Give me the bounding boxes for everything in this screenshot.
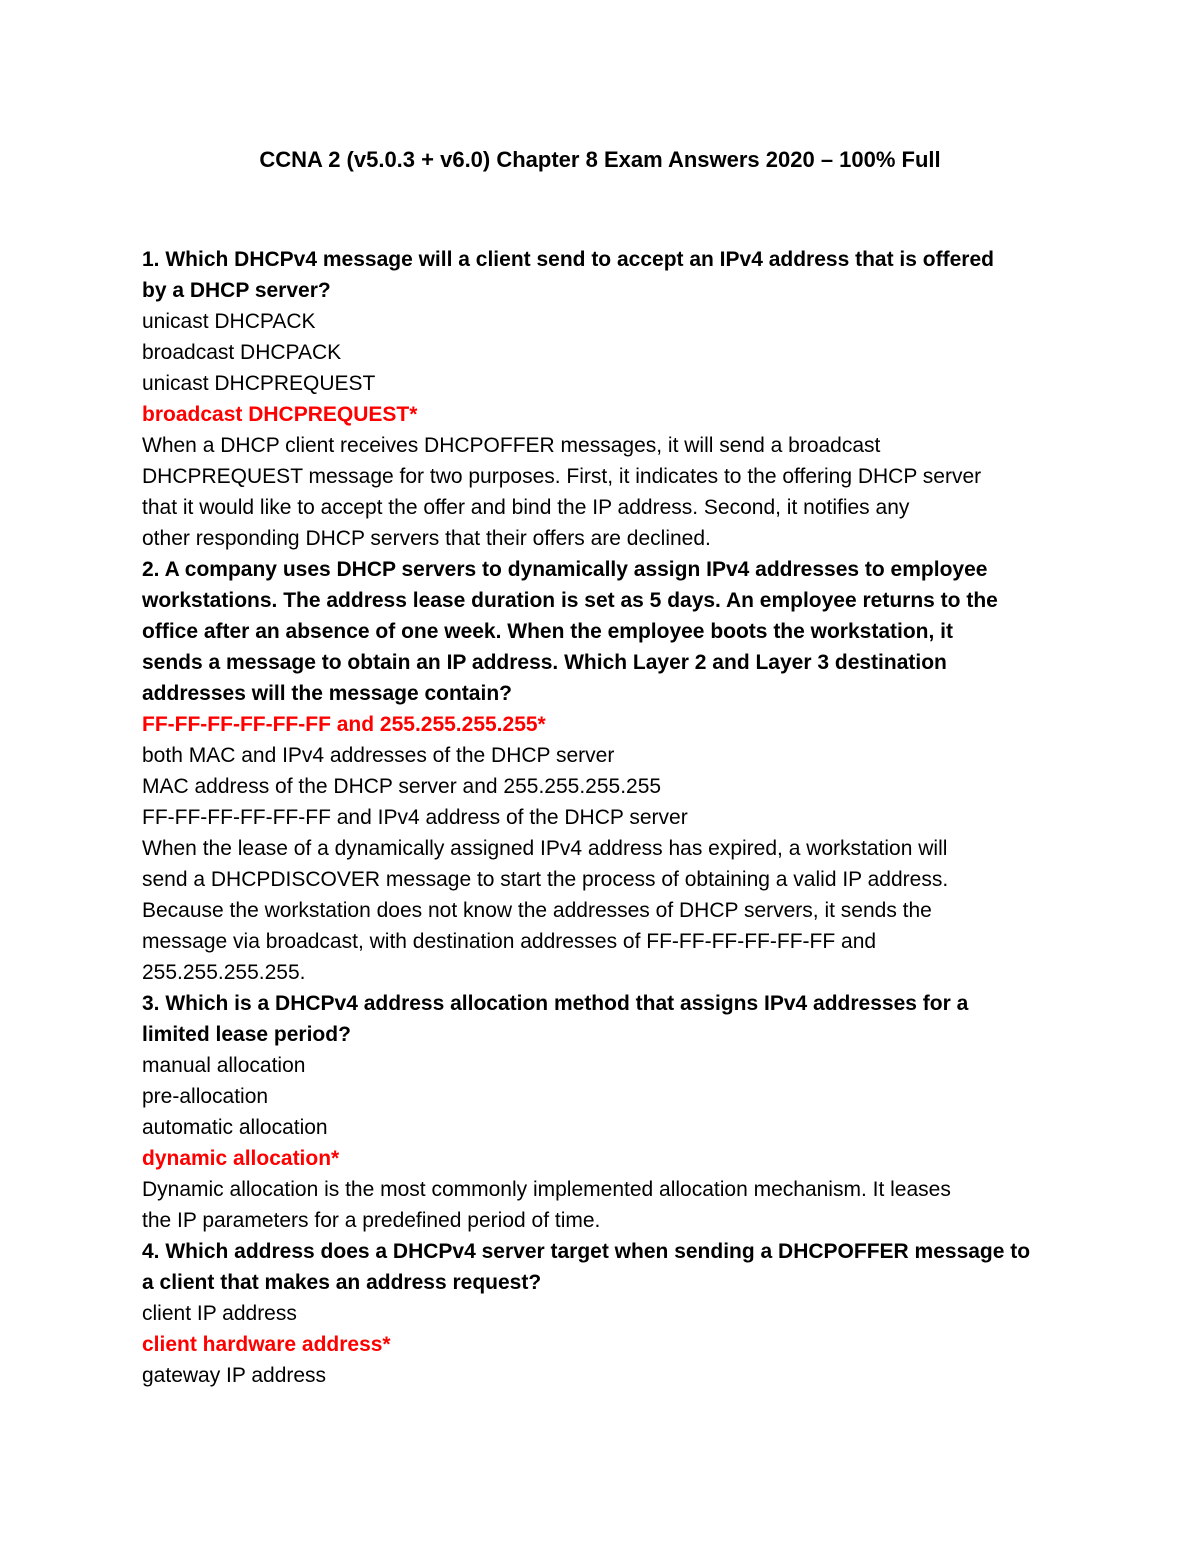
question-block (142, 244, 1072, 554)
correct-answer: client hardware address* (142, 1333, 391, 1356)
explanation-text: send a DHCPDISCOVER message to start the process of obtaining a valid IP address. (142, 868, 949, 891)
answer-option: both MAC and IPv4 addresses of the DHCP server (142, 744, 615, 767)
question-text: 4. Which address does a DHCPv4 server target when sending a DHCPOFFER message to (142, 1240, 1031, 1263)
page-title: CCNA 2 (v5.0.3 + v6.0) Chapter 8 Exam Answers 2020 – 100% Full (259, 147, 941, 172)
explanation-text: that it would like to accept the offer and bind the IP address. Second, it notifies any (142, 496, 910, 519)
explanation-text: the IP parameters for a predefined period of time. (142, 1209, 601, 1232)
question-text: 1. Which DHCPv4 message will a client send to accept an IPv4 address that is offered (142, 248, 994, 271)
question-text: a client that makes an address request? (142, 1271, 542, 1294)
explanation-text: DHCPREQUEST message for two purposes. First, it indicates to the offering DHCP server (142, 465, 982, 488)
question-text: 2. A company uses DHCP servers to dynamically assign IPv4 addresses to employee (142, 558, 988, 581)
question-text: 3. Which is a DHCPv4 address allocation method that assigns IPv4 addresses for a (142, 992, 969, 1015)
explanation-text: When the lease of a dynamically assigned IPv4 address has expired, a workstation will (142, 837, 948, 860)
explanation-text: other responding DHCP servers that their offers are declined. (142, 527, 711, 550)
question-block (142, 554, 1072, 988)
answer-option: MAC address of the DHCP server and 255.255.255.255 (142, 775, 662, 798)
answer-option: client IP address (142, 1302, 297, 1325)
correct-answer: FF-FF-FF-FF-FF-FF and 255.255.255.255* (142, 713, 546, 736)
answer-option: automatic allocation (142, 1116, 328, 1139)
question-text: addresses will the message contain? (142, 682, 512, 705)
answer-option: manual allocation (142, 1054, 306, 1077)
question-text: by a DHCP server? (142, 279, 331, 302)
answer-option: gateway IP address (142, 1364, 327, 1387)
explanation-text: Dynamic allocation is the most commonly implemented allocation mechanism. It leases (142, 1178, 951, 1201)
answer-option: unicast DHCPACK (142, 310, 316, 333)
correct-answer: broadcast DHCPREQUEST* (142, 403, 418, 426)
answer-option: FF-FF-FF-FF-FF-FF and IPv4 address of the DHCP server (142, 806, 688, 829)
document-body (142, 244, 1072, 1391)
explanation-text: Because the workstation does not know the addresses of DHCP servers, it sends the (142, 899, 932, 922)
question-text: workstations. The address lease duration is set as 5 days. An employee returns to the (142, 589, 998, 612)
answer-option: broadcast DHCPACK (142, 341, 342, 364)
answer-option: pre-allocation (142, 1085, 269, 1108)
explanation-text: message via broadcast, with destination addresses of FF-FF-FF-FF-FF-FF and (142, 930, 877, 953)
question-text: office after an absence of one week. When the employee boots the workstation, it (142, 620, 953, 643)
correct-answer: dynamic allocation* (142, 1147, 340, 1170)
explanation-text: 255.255.255.255. (142, 961, 306, 984)
answer-option: unicast DHCPREQUEST (142, 372, 376, 395)
question-block (142, 988, 1072, 1236)
explanation-text: When a DHCP client receives DHCPOFFER messages, it will send a broadcast (142, 434, 881, 457)
question-text: limited lease period? (142, 1023, 351, 1046)
question-text: sends a message to obtain an IP address. Which Layer 2 and Layer 3 destination (142, 651, 947, 674)
question-block (142, 1236, 1072, 1391)
